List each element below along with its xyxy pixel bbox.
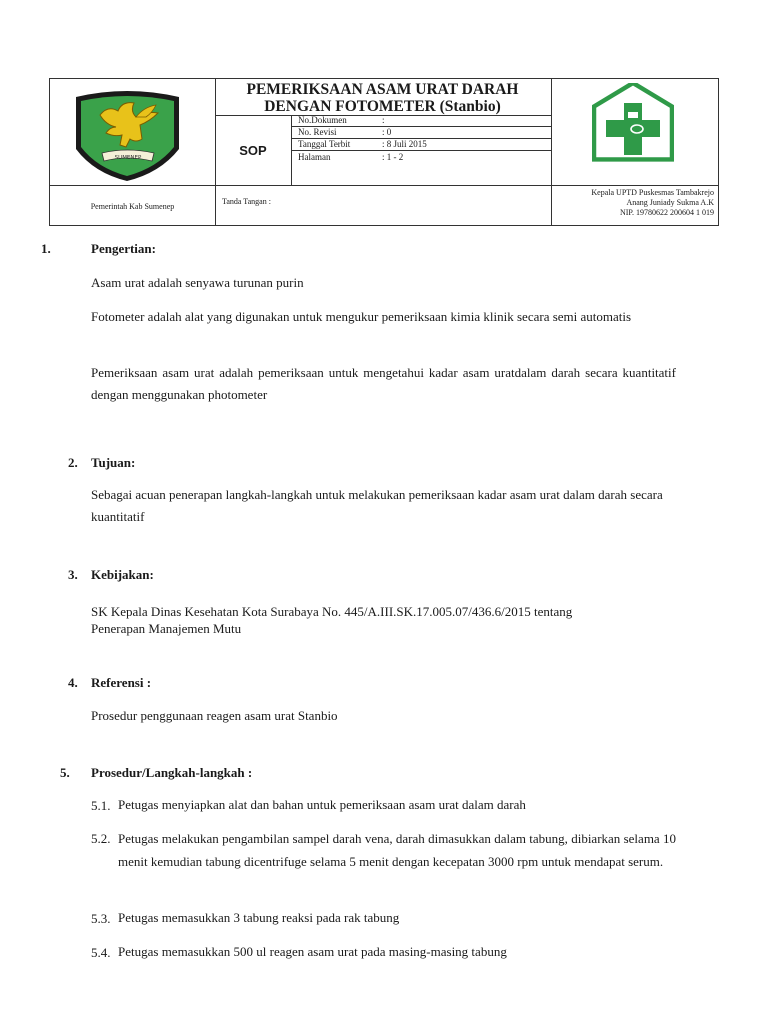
section-3-title: Kebijakan:	[91, 567, 154, 582]
section-3-line-2: Penerapan Manajemen Mutu	[91, 621, 242, 636]
section-2-title: Tujuan:	[91, 455, 136, 470]
step-text: Petugas menyiapkan alat dan bahan untuk pemeriksaan asam urat dalam darah	[118, 797, 526, 812]
document-header-table	[49, 78, 719, 226]
kabupaten-logo	[70, 87, 185, 183]
kepala-line-1: Kepala UPTD Puskesmas Tambakrejo	[591, 188, 714, 197]
section-3-number: 3.	[68, 567, 78, 582]
section-5-number: 5.	[60, 765, 70, 780]
meta-value: : 8 Juli 2015	[382, 139, 427, 149]
title-line-1: PEMERIKSAAN ASAM URAT DARAH	[246, 81, 519, 98]
section-1-paragraph-3: Pemeriksaan asam urat adalah pemeriksaan untuk mengetahui kadar asam uratdalam darah secara kuantitatif dengan menggunakan photometer	[91, 365, 676, 402]
section-1-paragraph-2: Fotometer adalah alat yang digunakan untuk mengukur pemeriksaan kimia klinik secara semi automatis	[91, 309, 632, 324]
section-4-number: 4.	[68, 675, 78, 690]
puskesmas-logo	[592, 83, 674, 165]
kepala-signature-block	[552, 188, 720, 218]
section-5-title: Prosedur/Langkah-langkah :	[91, 765, 253, 780]
kepala-line-3: NIP. 19780622 200604 1 019	[619, 208, 714, 217]
meta-label: Halaman	[298, 152, 331, 162]
meta-value: : 0	[382, 127, 392, 137]
section-1-paragraph-1: Asam urat adalah senyawa turunan purin	[91, 275, 304, 290]
step-text: Petugas memasukkan 500 ul reagen asam urat pada masing-masing tabung	[118, 944, 507, 959]
section-2-number: 2.	[68, 455, 78, 470]
meta-label: No. Revisi	[298, 127, 337, 137]
section-3-line-1: SK Kepala Dinas Kesehatan Kota Surabaya No. 445/A.III.SK.17.005.07/436.6/2015 tentang	[91, 604, 573, 619]
step-text: Petugas memasukkan 3 tabung reaksi pada rak tabung	[118, 910, 400, 925]
step-text: Petugas melakukan pengambilan sampel darah vena, darah dimasukkan dalam tabung, dibiarkan selama 10 menit kemudian tabung dicentrifuge selama 5 menit dengan kecepatan 3000 rpm untuk mendapat serum.	[118, 831, 676, 869]
step-number: 5.1.	[91, 798, 111, 813]
pemkab-text: Pemerintah Kab Sumenep	[90, 201, 175, 211]
step-number: 5.2.	[91, 831, 111, 846]
section-2-paragraph-1: Sebagai acuan penerapan langkah-langkah untuk melakukan pemeriksaan kadar asam urat dalam darah secara kuantitatif	[91, 487, 663, 524]
sop-label: SOP	[239, 142, 267, 158]
section-1-title: Pengertian:	[91, 241, 156, 256]
meta-value: :	[382, 115, 385, 125]
step-number: 5.4.	[91, 945, 111, 960]
section-1-number: 1.	[41, 241, 51, 256]
section-4-title: Referensi :	[91, 675, 152, 690]
step-number: 5.3.	[91, 911, 111, 926]
kepala-line-2: Anang Juniady Sukma A.K	[626, 198, 714, 207]
meta-value: : 1 - 2	[382, 152, 404, 162]
tanda-tangan-label: Tanda Tangan :	[222, 197, 271, 206]
logo-banner-text: SUMENEP	[114, 155, 142, 161]
title-line-2: DENGAN FOTOMETER (Stanbio)	[264, 98, 501, 115]
meta-label: No.Dokumen	[298, 115, 347, 125]
section-4-paragraph-1: Prosedur penggunaan reagen asam urat Stanbio	[91, 708, 338, 723]
document-title	[215, 81, 550, 115]
meta-label: Tanggal Terbit	[298, 139, 351, 149]
